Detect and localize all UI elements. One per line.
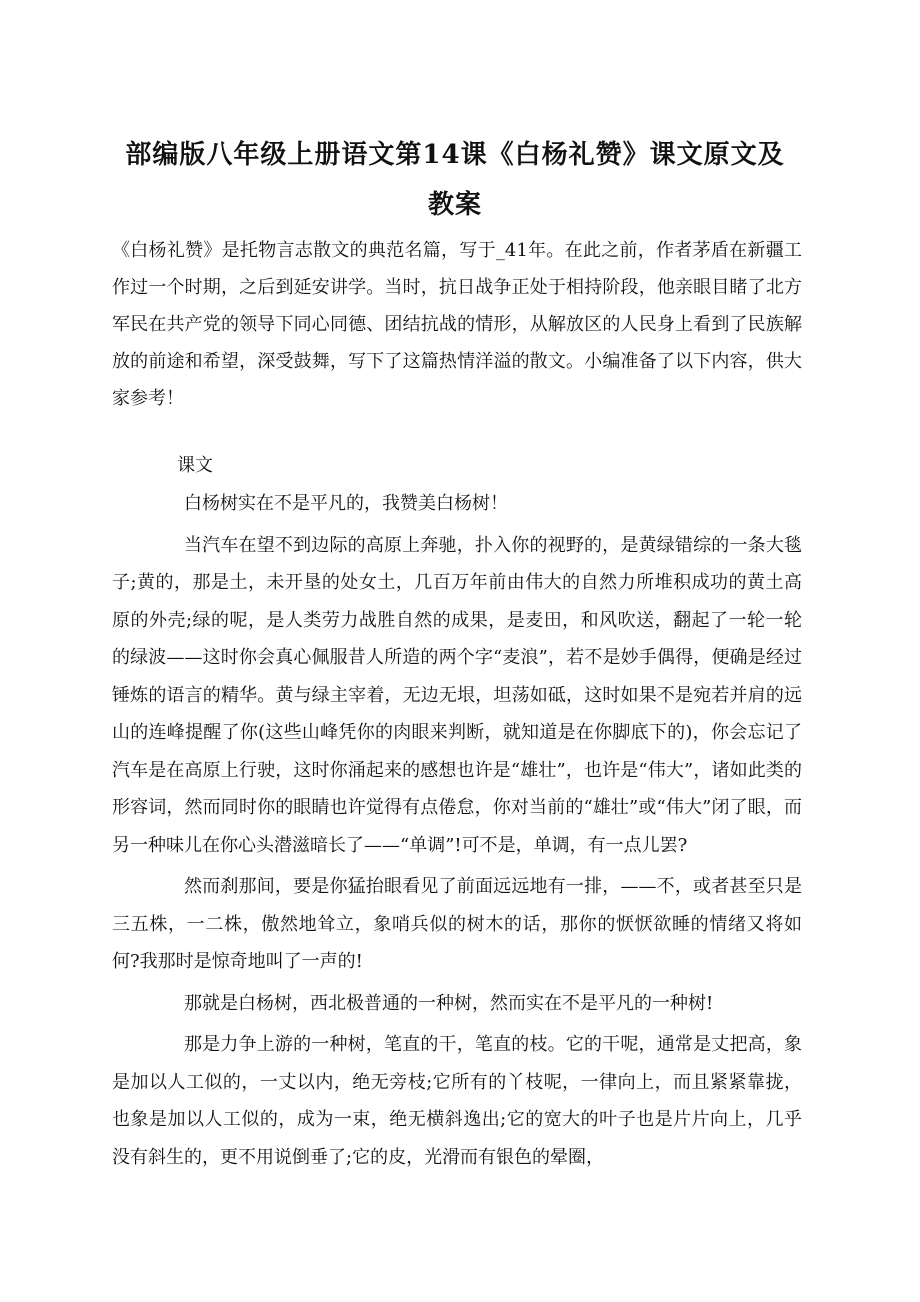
lesson-paragraph: 然而刹那间，要是你猛抬眼看见了前面远远地有一排，——不，或者甚至只是三五株，一二株，傲然地耸立，象哨兵似的树木的话，那你的恹恹欲睡的情绪又将如何?我那时是惊奇地叫了一声的! bbox=[112, 876, 802, 972]
lesson-paragraph: 那就是白杨树，西北极普通的一种树，然而实在不是平凡的一种树! bbox=[184, 992, 714, 1014]
lesson-paragraph: 白杨树实在不是平凡的，我赞美白杨树！ bbox=[184, 493, 508, 514]
section-label: 课文 bbox=[177, 455, 213, 476]
lesson-paragraph: 那是力争上游的一种树，笔直的干，笔直的枝。它的干呢，通常是丈把高，象是加以人工似的，一丈以内，绝无旁枝;它所有的丫枝呢，一律向上，而且紧紧靠拢，也象是加以人工似的，成为一束，绝无横斜逸出;它的宽大的叶子也是片片向上，几乎没有斜生的，更不用说倒垂了;它的皮，光滑而有银色的晕圈， bbox=[112, 1034, 802, 1168]
intro-paragraph: 《白杨礼赞》是托物言志散文的典范名篇，写于_41年。在此之前，作者茅盾在新疆工作过一个时期，之后到延安讲学。当时，抗日战争正处于相持阶段，他亲眼目睹了北方军民在共产党的领导下同心同德、团结抗战的情形，从解放区的人民身上看到了民族解放的前途和希望，深受鼓舞，写下了这篇热情洋溢的散文。小编准备了以下内容，供大家参考！ bbox=[112, 240, 802, 409]
document-title: 部编版八年级上册语文第14课《白杨礼赞》课文原文及教案 bbox=[125, 140, 785, 220]
lesson-paragraph: 当汽车在望不到边际的高原上奔驰，扑入你的视野的，是黄绿错综的一条大毯子;黄的，那是土，未开垦的处女土，几百万年前由伟大的自然力所堆积成功的黄土高原的外壳;绿的呢，是人类劳力战胜自然的成果，是麦田，和风吹送，翻起了一轮一轮的绿波——这时你会真心佩服昔人所造的两个字“麦浪”，若不是妙手偶得，便确是经过锤炼的语言的精华。黄与绿主宰着，无边无垠，坦荡如砥，这时如果不是宛若并肩的远山的连峰提醒了你(这些山峰凭你的肉眼来判断，就知道是在你脚底下的)，你会忘记了汽车是在高原上行驶，这时你涌起来的感想也许是“雄壮”，也许是“伟大”，诸如此类的形容词，然而同时你的眼睛也许觉得有点倦怠，你对当前的“雄壮”或“伟大”闭了眼，而另一种味儿在你心头潜滋暗长了——“单调”!可不是，单调，有一点儿罢? bbox=[112, 534, 802, 856]
lesson-text bbox=[112, 485, 802, 1180]
